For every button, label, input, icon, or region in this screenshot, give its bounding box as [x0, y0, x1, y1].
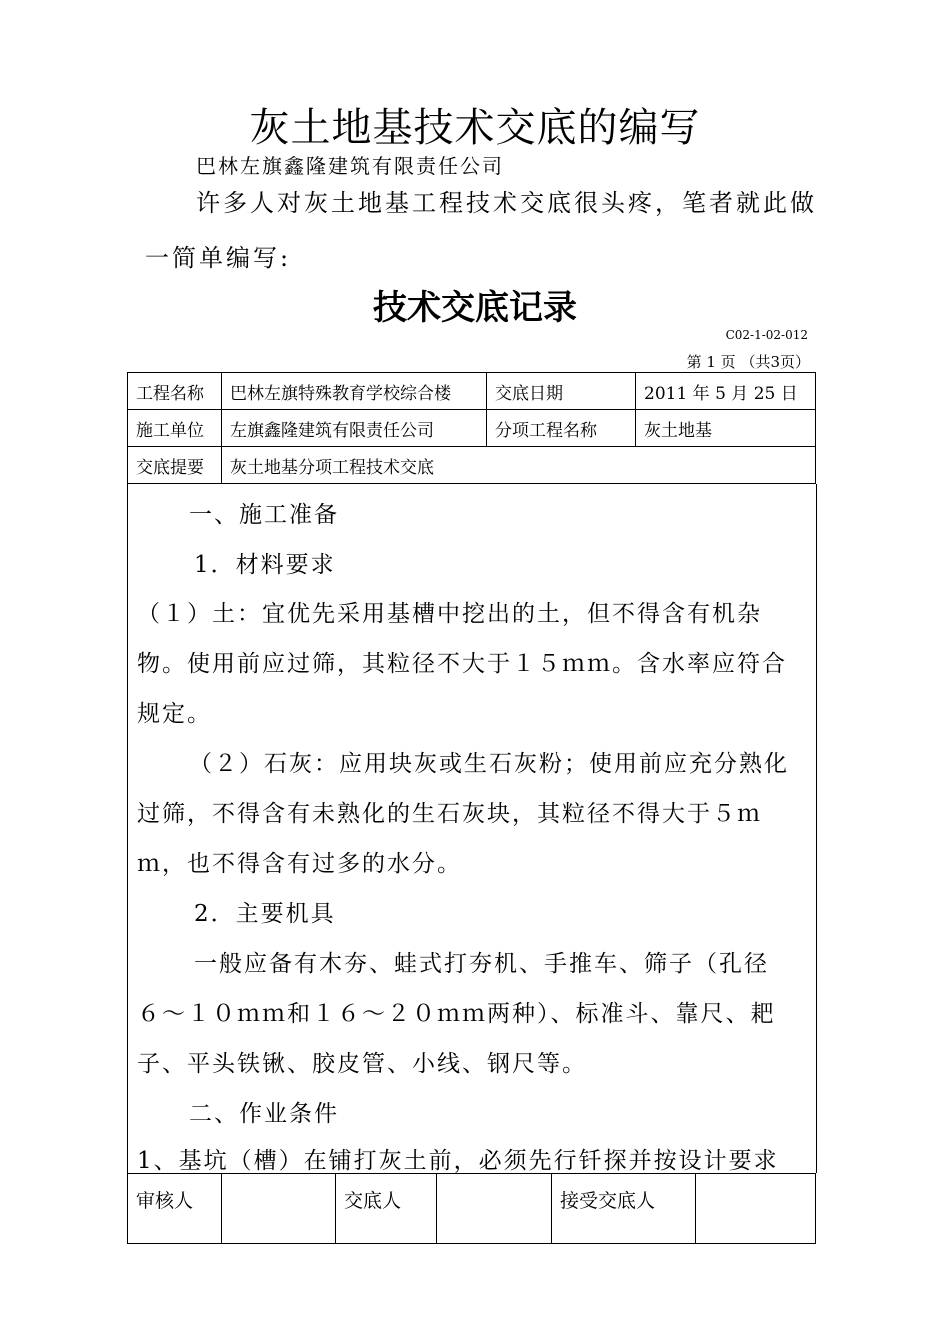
construction-unit-value: 左旗鑫隆建筑有限责任公司: [222, 410, 487, 447]
content-line: ６～１０ｍｍ和１６～２０ｍｍ两种）、标准斗、靠尺、耙: [137, 1001, 776, 1027]
form-code: C02-1-02-012: [725, 328, 808, 342]
summary-value: 灰土地基分项工程技术交底: [222, 447, 816, 484]
content-line: 规定。: [137, 701, 212, 727]
subproject-value: 灰土地基: [636, 410, 816, 447]
content-line: （２）石灰：应用块灰或生石灰粉；使用前应充分熟化: [189, 751, 789, 777]
section-heading: 二、作业条件: [189, 1101, 339, 1127]
content-line: ｍ，也不得含有过多的水分。: [137, 851, 462, 877]
content-line: （１）土：宜优先采用基槽中挖出的土，但不得含有机杂: [137, 601, 762, 627]
project-name-value: 巴林左旗特殊教育学校综合楼: [222, 373, 487, 410]
project-name-label: 工程名称: [128, 373, 222, 410]
intro-text-line-2: 一简单编写:: [145, 244, 292, 272]
subsection-heading: 1．材料要求: [194, 552, 336, 578]
subsection-heading: 2．主要机具: [194, 901, 336, 927]
signature-table: [127, 1173, 816, 1244]
company-name: 巴林左旗鑫隆建筑有限责任公司: [196, 154, 504, 178]
table-row: [128, 1174, 816, 1244]
record-title: 技术交底记录: [373, 288, 577, 328]
subproject-label: 分项工程名称: [487, 410, 636, 447]
receiver-label: 接受交底人: [552, 1174, 696, 1244]
document-title: 灰土地基技术交底的编写: [249, 105, 701, 151]
summary-label: 交底提要: [128, 447, 222, 484]
receiver-field: [696, 1174, 816, 1244]
construction-unit-label: 施工单位: [128, 410, 222, 447]
content-line: 一般应备有木夯、蛙式打夯机、手推车、筛子（孔径: [194, 951, 769, 977]
content-line: 过筛，不得含有未熟化的生石灰块，其粒径不得大于５ｍ: [137, 801, 762, 827]
reviewer-label: 审核人: [128, 1174, 222, 1244]
content-line: 子、平头铁锹、胶皮管、小线、钢尺等。: [137, 1051, 587, 1077]
table-row: [128, 447, 816, 484]
content-line: 1、基坑（槽）在铺打灰土前，必须先行钎探并按设计要求: [137, 1148, 779, 1173]
table-row: [128, 410, 816, 447]
date-value: 2011 年 5 月 25 日: [636, 373, 816, 410]
intro-text-line-1: 许多人对灰土地基工程技术交底很头疼，笔者就此做: [196, 189, 817, 217]
table-row: [128, 373, 816, 410]
section-heading: 一、施工准备: [189, 502, 339, 528]
presenter-label: 交底人: [336, 1174, 437, 1244]
date-label: 交底日期: [487, 373, 636, 410]
content-line: 物。使用前应过筛，其粒径不大于１５ｍｍ。含水率应符合: [137, 651, 787, 677]
reviewer-field: [222, 1174, 336, 1244]
header-table: [127, 372, 816, 484]
presenter-field: [437, 1174, 552, 1244]
content-body: [127, 484, 817, 1173]
page-info: 第 1 页 （共3页）: [686, 353, 810, 371]
